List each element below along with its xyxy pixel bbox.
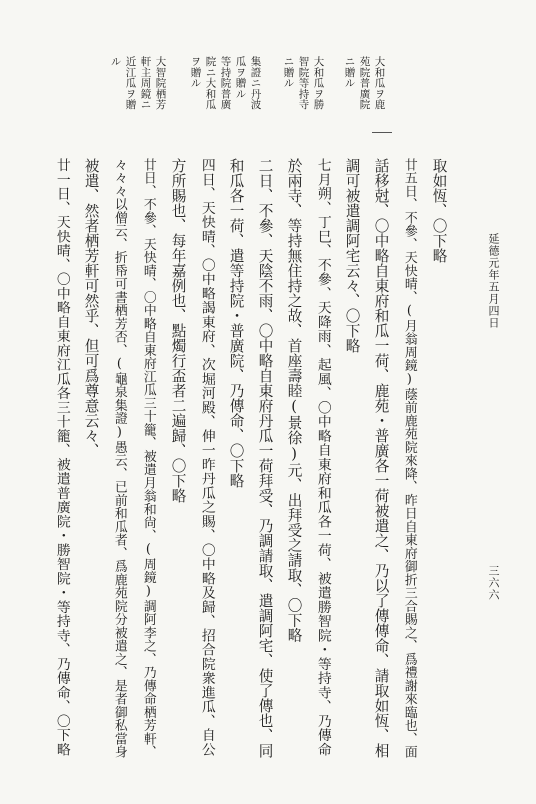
margin-note-line: 近江瓜ヲ贈 [124, 56, 137, 110]
page-number: 三六六 [487, 565, 500, 601]
text-column: 廿日、不參、天快晴、〇中略自東府江瓜三十籠、被遣月翁和尙、(周鏡)調阿李之、乃傳命栖芳軒、 [140, 158, 156, 759]
margin-note-line: 集證ニ丹波 [249, 56, 262, 110]
text-column: 調可被遣調阿宅云々、〇下略 [343, 158, 361, 353]
text-column: 於兩寺、等持無住持之故、首座壽睦(景徐)元、出拜受之請取、〇下略 [285, 158, 303, 643]
margin-note-line: 等持院普廣 [219, 56, 232, 110]
text-column: 四日、天快晴、〇中略謁東府、次堀河殿、伸一昨丹瓜之賜、〇中略及歸、招合院衆進瓜、自公 [198, 158, 215, 757]
margin-note-line: ル [109, 56, 122, 67]
margin-note-line: 大和瓜ヲ勝 [312, 56, 325, 110]
text-column: 廿一日、天快晴、〇中略自東府江瓜各三十籠、被遣普廣院・勝智院・等持寺、乃傳命、〇下略 [53, 158, 70, 757]
text-column: 々々々以僧云、折帋可書栖芳否、(龜泉集證)愚云、已前和瓜者、爲鹿苑院分被遣之、是者御私當身 [111, 158, 127, 759]
text-column: 廿五日、不參、天快晴、(月翁周鏡)蔭前鹿苑院來降、昨日自東府御折三合賜之、爲禮謝來臨也、面 [401, 158, 417, 759]
margin-note-line: 大智院栖芳 [154, 56, 167, 110]
margin-note-line: 智院等持寺 [297, 56, 310, 110]
text-column: 七月朔、丁巳、不參、天降雨、起風、〇中略自東府和瓜各一荷、被遣勝智院・等持寺、乃傳命 [314, 158, 331, 757]
margin-note-line: 院ニ大和瓜 [204, 56, 217, 110]
text-column: 話移尅、〇中略自東府和瓜一荷、鹿苑・普廣各一荷被遣之、乃以了傳傳命、請取如恆、相 [372, 158, 390, 758]
margin-note-line: 苑院普廣院 [358, 56, 371, 110]
text-column: 取如恆、〇下略 [430, 158, 448, 263]
text-column: 和瓜各一荷、遣等持院・普廣院、乃傳命、〇下略 [227, 158, 245, 488]
margin-note-line: 軒主周鏡ニ [139, 56, 152, 110]
margin-note-line: ニ贈ル [343, 56, 356, 89]
text-column: 二日、不參、天陰不雨、〇中略自東府丹瓜一荷拜受、乃調請取、遣調阿宅、使了傳也、同 [256, 158, 274, 758]
text-column: 被遣、然者栖芳軒可然乎、但可爲尊意云々、 [82, 158, 100, 458]
margin-note-line: 瓜ヲ贈ル [234, 56, 247, 99]
margin-note-line: ニ贈ル [282, 56, 295, 89]
margin-divider [372, 132, 392, 133]
running-title: 延德元年五月四日 [487, 233, 500, 329]
margin-note-line: 大和瓜ヲ鹿 [373, 56, 386, 110]
text-column: 方所賜也、每年嘉例也、點燭行盃者二遍歸、〇下略 [169, 158, 187, 503]
margin-note-line: ヲ贈ル [189, 56, 202, 89]
